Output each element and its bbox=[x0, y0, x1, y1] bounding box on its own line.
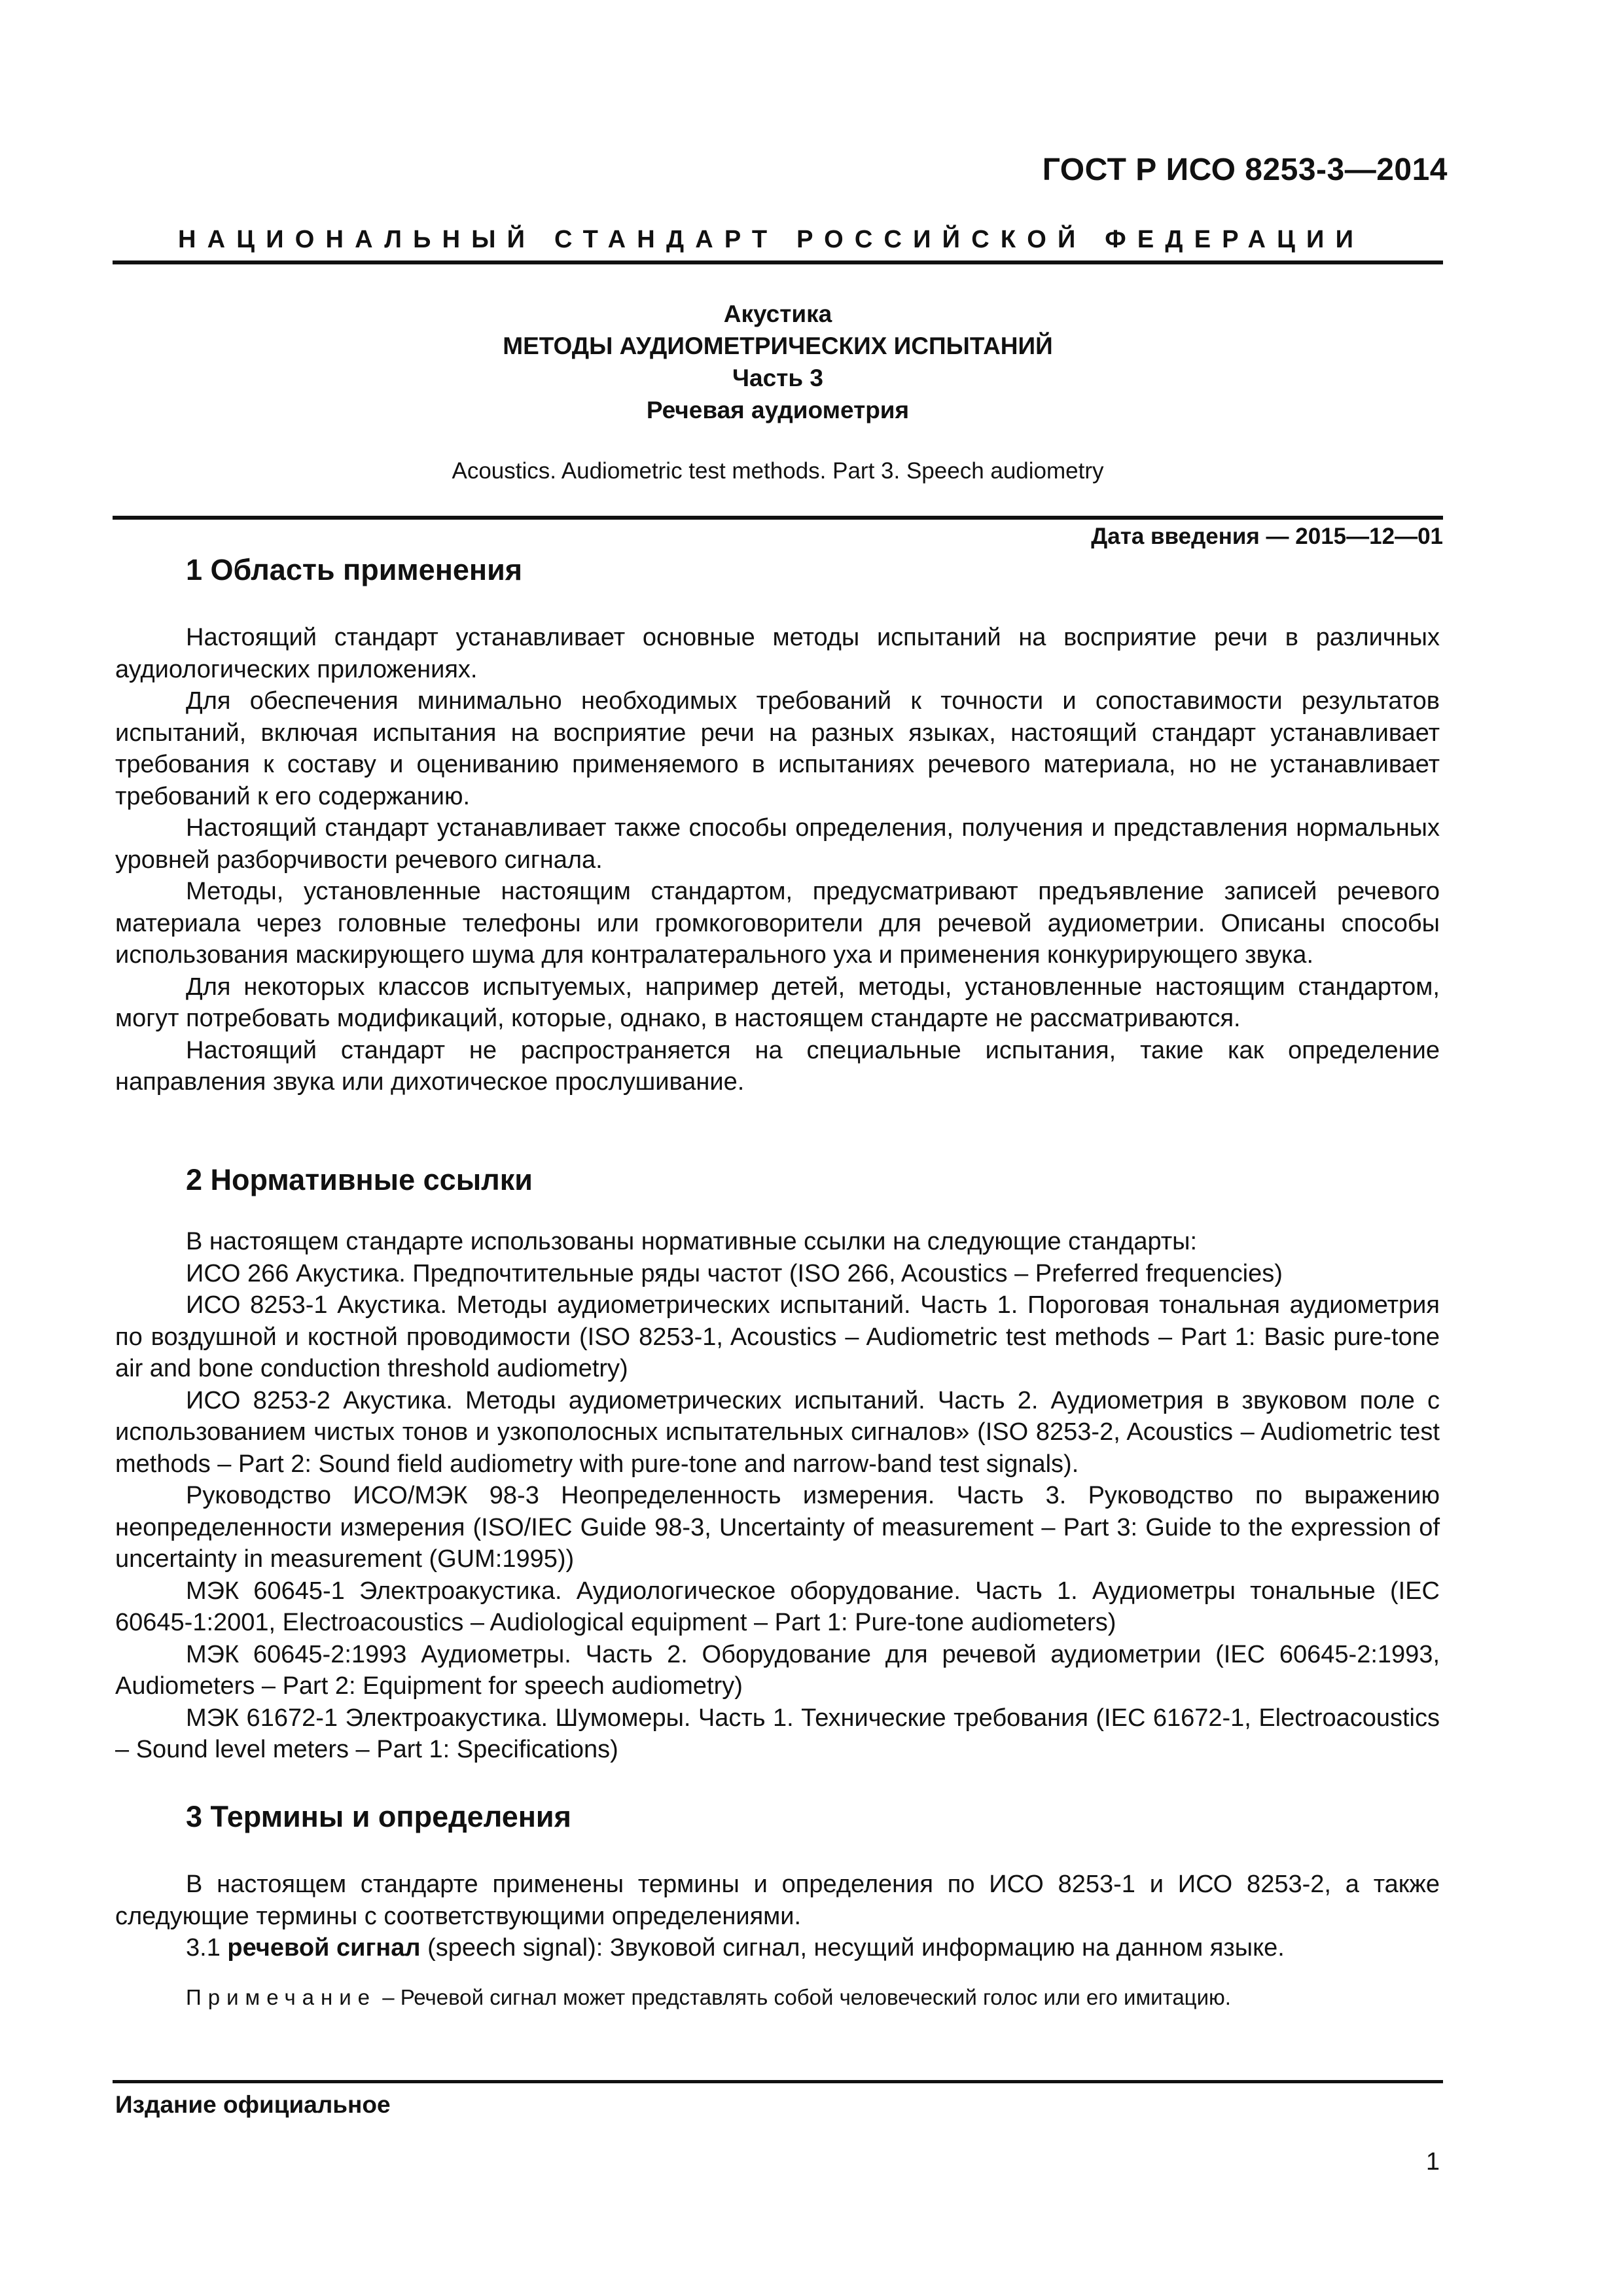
reference-item: ИСО 8253-2 Акустика. Методы аудиометрических испытаний. Часть 2. Аудиометрия в звуковом поле с использованием чистых тонов и узкополосных испытательных сигналов» (ISO 8253-2, Acoustics – Audiometric test methods – Part 2: Sound field audiometry with pure-tone and narrow-band test signals). bbox=[115, 1386, 1440, 1478]
title-line-part: Часть 3 bbox=[732, 365, 823, 391]
document-code: ГОСТ Р ИСО 8253-3—2014 bbox=[1042, 152, 1448, 187]
official-edition-label: Издание официальное bbox=[115, 2091, 391, 2118]
reference-item: ИСО 8253-1 Акустика. Методы аудиометрических испытаний. Часть 1. Пороговая тональная аудиометрия по воздушной и костной проводимости (ISO 8253-1, Acoustics – Audiometric test methods – Part 1: Basic pure-tone air and bone conduction threshold audiometry) bbox=[115, 1291, 1440, 1382]
note-text: – Речевой сигнал может представлять собой человеческий голос или его имитацию. bbox=[382, 1985, 1231, 2009]
national-standard-banner: НАЦИОНАЛЬНЫЙ СТАНДАРТ РОССИЙСКОЙ ФЕДЕРАЦИИ bbox=[178, 226, 1365, 253]
title-line-speech: Речевая аудиометрия bbox=[646, 397, 910, 423]
term-definition-text: (speech signal): Звуковой сигнал, несущий информацию на данном языке. bbox=[427, 1934, 1285, 1962]
term-number: 3.1 bbox=[186, 1934, 221, 1962]
section-1-body bbox=[115, 622, 1440, 1098]
section-2-heading: 2 Нормативные ссылки bbox=[186, 1163, 533, 1196]
note-label: Примечание bbox=[186, 1985, 377, 2009]
note bbox=[186, 1985, 1231, 2010]
section-1-paragraph: Настоящий стандарт устанавливает основные методы испытаний на восприятие речи в различных аудиологических приложениях. bbox=[115, 624, 1440, 683]
reference-item: ИСО 266 Акустика. Предпочтительные ряды частот (ISO 266, Acoustics – Preferred frequencies) bbox=[186, 1259, 1283, 1287]
reference-item: МЭК 61672-1 Электроакустика. Шумомеры. Часть 1. Технические требования (IEC 61672-1, Electroacoustics – Sound level meters – Part 1: Specifications) bbox=[115, 1704, 1440, 1763]
reference-item: Руководство ИСО/МЭК 98-3 Неопределенность измерения. Часть 3. Руководство по выражению неопределенности измерения (ISO/IEC Guide 98-3, Uncertainty of measurement – Part 3: Guide to the expression of uncertainty in measurement (GUM:1995)) bbox=[115, 1482, 1440, 1573]
section-1-heading: 1 Область применения bbox=[186, 553, 523, 586]
term-definition bbox=[115, 1932, 1440, 1964]
section-2-body bbox=[115, 1226, 1440, 1766]
title-rule bbox=[113, 516, 1443, 520]
section-1-paragraph: Настоящий стандарт не распространяется на специальные испытания, такие как определение направления звука или дихотическое прослушивание. bbox=[115, 1036, 1440, 1096]
section-1-paragraph: Для обеспечения минимально необходимых требований к точности и сопоставимости результатов испытаний, включая испытания на восприятие речи на разных языках, настоящий стандарт устанавливает требования к составу и оцениванию применяемого в испытаниях речевого материала, но не устанавливает требований к его содержанию. bbox=[115, 687, 1440, 810]
title-english: Acoustics. Audiometric test methods. Part 3. Speech audiometry bbox=[452, 458, 1104, 484]
section-1-paragraph: Для некоторых классов испытуемых, например детей, методы, установленные настоящим стандартом, могут потребовать модификаций, которые, однако, в настоящем стандарте не рассматриваются. bbox=[115, 973, 1440, 1032]
section-1-paragraph: Настоящий стандарт устанавливает также способы определения, получения и представления нормальных уровней разборчивости речевого сигнала. bbox=[115, 814, 1440, 874]
introduction-date: Дата введения — 2015—12—01 bbox=[1091, 524, 1443, 549]
term-name: речевой сигнал bbox=[227, 1934, 421, 1962]
title-block bbox=[113, 298, 1443, 426]
header-rule bbox=[113, 260, 1443, 264]
title-line-acoustics: Акустика bbox=[723, 300, 832, 327]
footer-rule bbox=[113, 2080, 1443, 2083]
section-2-paragraph: В настоящем стандарте использованы нормативные ссылки на следующие стандарты: bbox=[186, 1228, 1198, 1255]
reference-item: МЭК 60645-1 Электроакустика. Аудиологическое оборудование. Часть 1. Аудиометры тональные (IEC 60645-1:2001, Electroacoustics – Audiological equipment – Part 1: Pure-tone audiometers) bbox=[115, 1577, 1440, 1636]
page-number: 1 bbox=[1425, 2148, 1440, 2176]
section-3-paragraph: В настоящем стандарте применены термины и определения по ИСО 8253-1 и ИСО 8253-2, а также следующие термины с соответствующими определениями. bbox=[115, 1871, 1440, 1930]
reference-item: МЭК 60645-2:1993 Аудиометры. Часть 2. Оборудование для речевой аудиометрии (IEC 60645-2:1993, Audiometers – Part 2: Equipment for speech audiometry) bbox=[115, 1640, 1440, 1700]
title-line-methods: МЕТОДЫ АУДИОМЕТРИЧЕСКИХ ИСПЫТАНИЙ bbox=[503, 332, 1053, 359]
section-1-paragraph: Методы, установленные настоящим стандартом, предусматривают предъявление записей речевого материала через головные телефоны или громкоговорители для речевой аудиометрии. Описаны способы использования маскирующего шума для контралатерального уха и применения конкурирующего звука. bbox=[115, 878, 1440, 969]
section-3-heading: 3 Термины и определения bbox=[186, 1800, 571, 1833]
section-3-body bbox=[115, 1869, 1440, 1964]
